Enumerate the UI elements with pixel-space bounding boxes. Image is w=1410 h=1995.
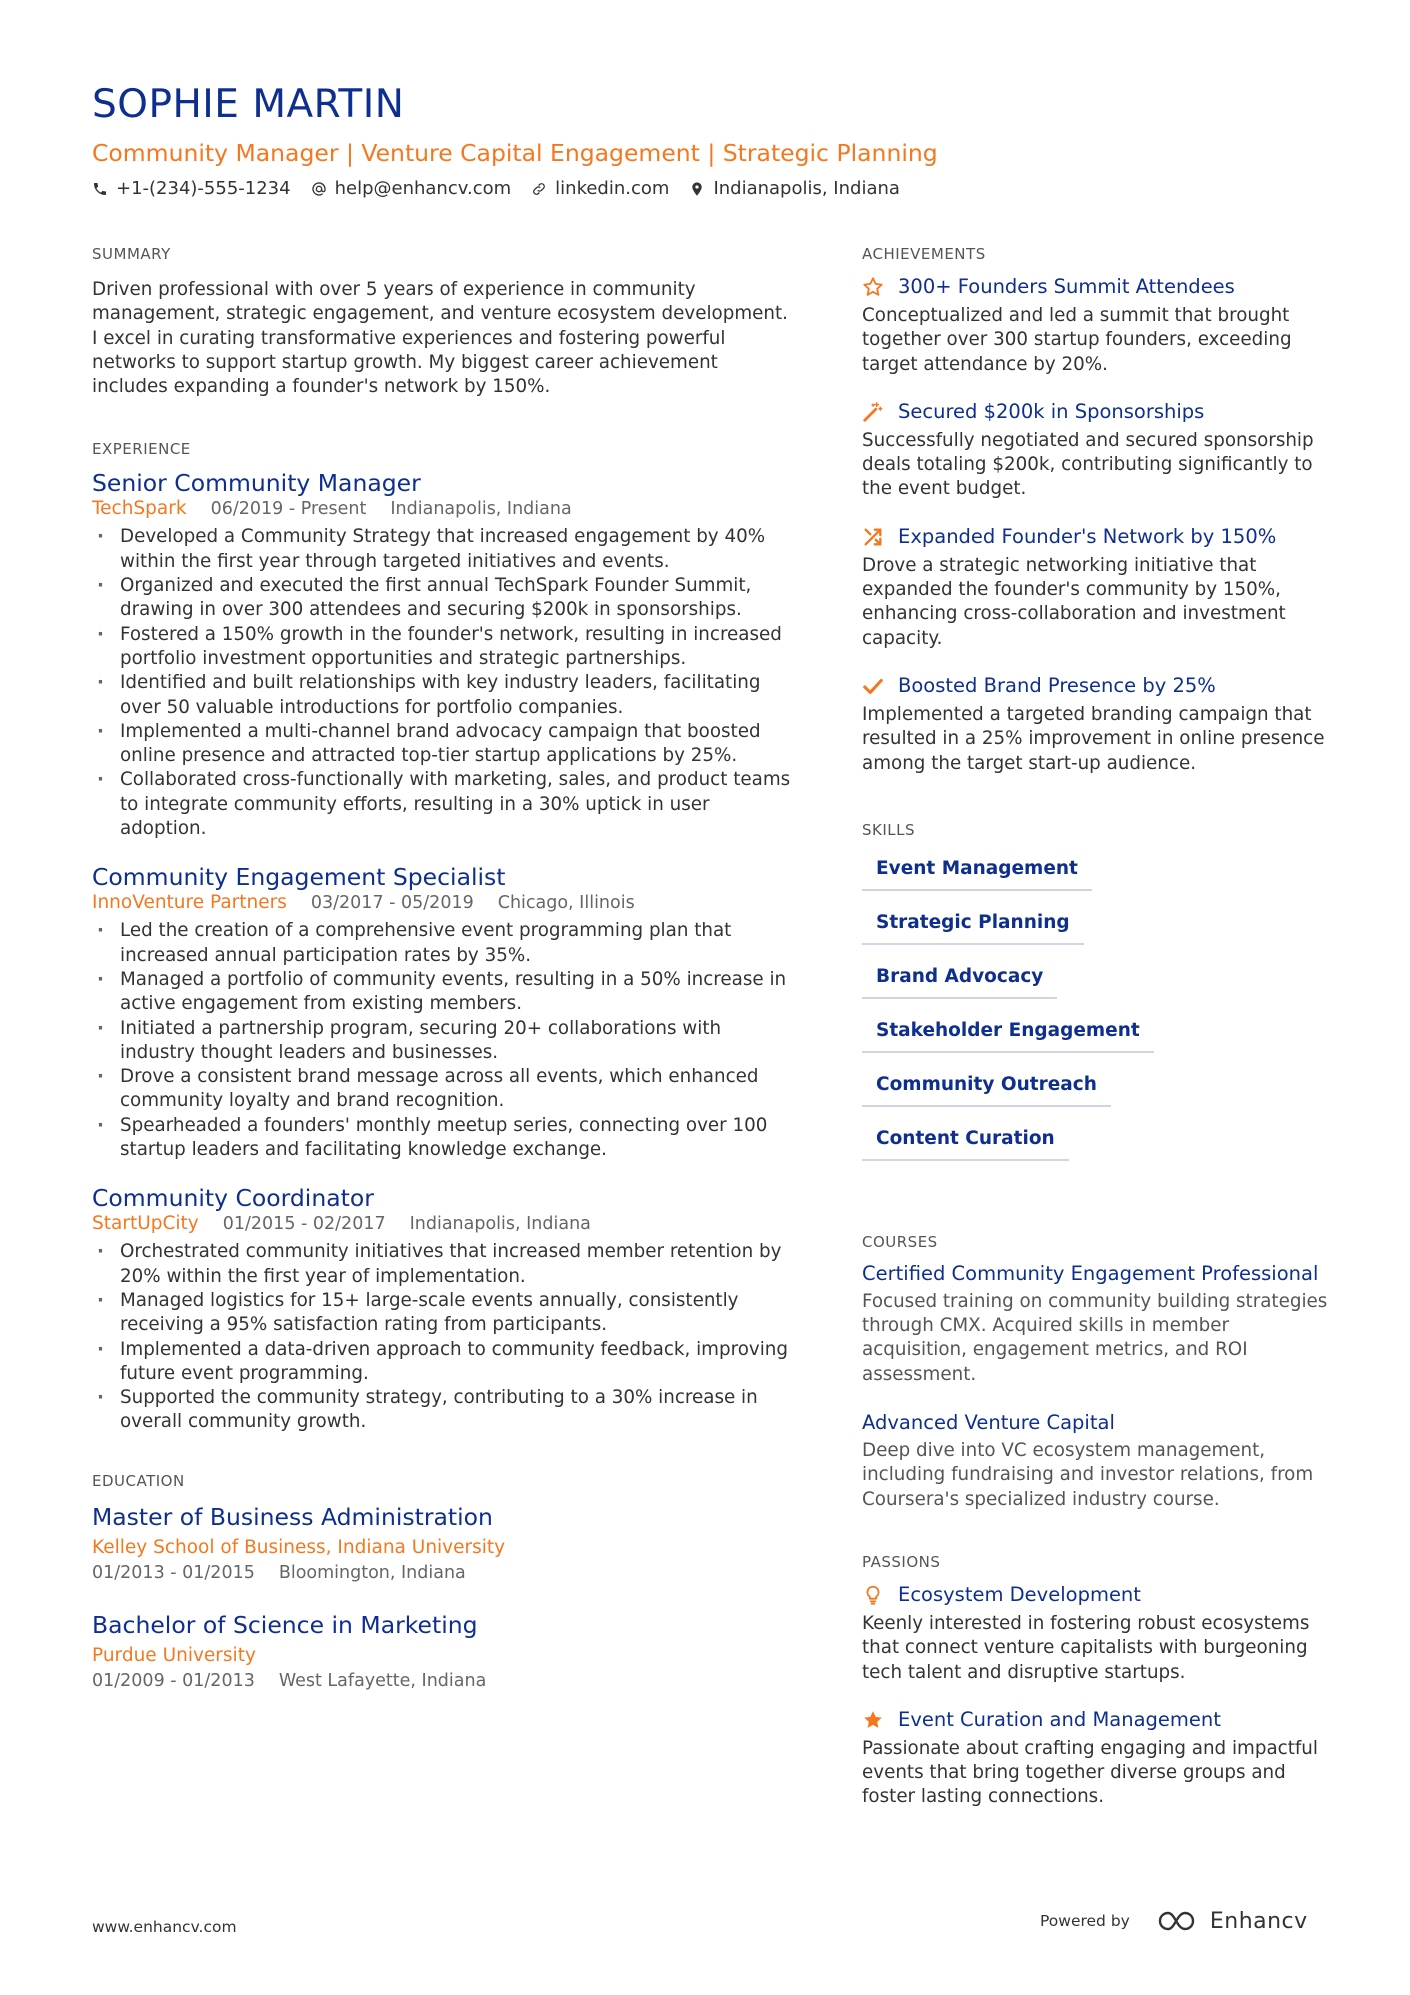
education-location: Bloomington, Indiana [278, 1562, 466, 1583]
course-desc: Focused training on community building strategies through CMX. Acquired skills in member acquisition, engagement metrics, and ROI assessment. [862, 1290, 1328, 1385]
skill-tag: Brand Advocacy [862, 958, 1057, 999]
job-company: StartUpCity [92, 1213, 199, 1235]
job-bullet: · Managed logistics for 15+ large-scale events annually, consistently receiving a 95% satisfaction rating from participants. [92, 1289, 792, 1338]
achievements-section [862, 244, 1332, 776]
passion-header [862, 1705, 1332, 1735]
network-arrows-icon [862, 526, 884, 548]
course-desc: Deep dive into VC ecosystem management, including fundraising and investor relations, from Coursera's specialized industry course. [862, 1440, 1314, 1510]
brand-logo[interactable] [1156, 1908, 1308, 1934]
passion-title: Event Curation and Management [898, 1707, 1221, 1731]
passion-header [862, 1580, 1332, 1610]
job-meta [92, 891, 792, 915]
education-dates: 01/2009 - 01/2013 [92, 1670, 255, 1691]
job-bullet: · Fostered a 150% growth in the founder's network, resulting in increased portfolio investment opportunities and strategic partnerships. [92, 623, 792, 672]
job-bullet: · Collaborated cross-functionally with marketing, sales, and product teams to integrate community efforts, resulting in a 30% uptick in user adoption. [92, 768, 792, 841]
skills-section [862, 820, 1332, 1174]
education-dates: 01/2013 - 01/2015 [92, 1562, 255, 1583]
job-bullet: · Drove a consistent brand message across all events, which enhanced community loyalty and brand recognition. [92, 1065, 792, 1114]
passion-desc: Keenly interested in fostering robust ecosystems that connect venture capitalists with burgeoning tech talent and disruptive startups. [862, 1612, 1310, 1683]
achievement-desc: Successfully negotiated and secured sponsorship deals totaling $200k, contributing significantly to the event budget. [862, 429, 1314, 500]
footer-website[interactable]: www.enhancv.com [92, 1918, 237, 1936]
job-company: InnoVenture Partners [92, 892, 287, 914]
education-meta [92, 1669, 792, 1693]
passion-desc: Passionate about crafting engaging and impactful events that bring together diverse groups and foster lasting connections. [862, 1737, 1318, 1808]
achievement-header [862, 522, 1332, 552]
education-title: EDUCATION [92, 1471, 185, 1490]
job-bullets [92, 525, 792, 841]
job-bullet: · Led the creation of a comprehensive event programming plan that increased annual participation rates by 35%. [92, 919, 792, 968]
job-company: TechSpark [92, 498, 187, 520]
job-bullet: · Spearheaded a founders' monthly meetup series, connecting over 100 startup leaders and facilitating knowledge exchange. [92, 1114, 792, 1163]
star-filled-icon [862, 1709, 884, 1731]
job-entry [92, 469, 792, 841]
passion-item [862, 1580, 1332, 1685]
achievement-desc: Conceptualized and led a summit that brought together over 300 startup founders, exceeding target attendance by 20%. [862, 305, 1292, 375]
headline: Community Manager | Venture Capital Engagement | Strategic Planning [92, 139, 938, 167]
phone-icon [92, 181, 108, 197]
skill-tag: Strategic Planning [862, 904, 1084, 945]
job-bullet: · Identified and built relationships with key industry leaders, facilitating over 50 valuable introductions for portfolio companies. [92, 671, 792, 720]
courses-title: COURSES [862, 1232, 938, 1251]
course-title: Certified Community Engagement Professional [862, 1261, 1319, 1285]
right-column [862, 244, 1332, 1850]
checkmark-icon [862, 675, 884, 697]
skills-list [862, 850, 1322, 1174]
course-title: Advanced Venture Capital [862, 1411, 1115, 1435]
education-location: West Lafayette, Indiana [278, 1670, 487, 1691]
job-dates: 03/2017 - 05/2019 [310, 893, 474, 914]
email-text: help@enhancv.com [334, 178, 512, 199]
skill-tag: Event Management [862, 850, 1092, 891]
job-entry [92, 1184, 792, 1434]
job-location: Chicago, Illinois [497, 893, 635, 914]
summary-section [92, 244, 792, 399]
job-bullet: · Orchestrated community initiatives that increased member retention by 20% within the first year of implementation. [92, 1240, 792, 1289]
job-dates: 06/2019 - Present [210, 499, 367, 520]
achievements-title: ACHIEVEMENTS [862, 245, 986, 263]
job-bullets [92, 919, 792, 1162]
contact-bar [92, 176, 1322, 202]
enhancv-logo-icon [1156, 1908, 1202, 1934]
achievement-header [862, 397, 1332, 427]
skill-tag: Stakeholder Engagement [862, 1012, 1154, 1053]
job-bullet: · Implemented a data-driven approach to community feedback, improving future event programming. [92, 1338, 792, 1387]
education-school: Kelley School of Business, Indiana University [92, 1536, 506, 1558]
achievement-header [862, 272, 1332, 302]
magic-wand-icon [862, 401, 884, 423]
footer-powered [1040, 1908, 1308, 1934]
achievement-item [862, 671, 1332, 776]
contact-linkedin[interactable] [531, 176, 669, 202]
job-bullet: · Initiated a partnership program, securing 20+ collaborations with industry thought leaders and businesses. [92, 1017, 792, 1066]
contact-phone[interactable] [92, 176, 291, 202]
education-degree: Master of Business Administration [92, 1502, 493, 1531]
experience-title: EXPERIENCE [92, 440, 191, 459]
job-meta [92, 497, 792, 521]
course-item [862, 1260, 1332, 1387]
job-title: Community Engagement Specialist [92, 863, 506, 892]
at-icon [311, 181, 327, 197]
summary-title: SUMMARY [92, 245, 171, 263]
link-icon [531, 181, 547, 197]
left-column [92, 244, 792, 1733]
education-section [92, 1471, 792, 1693]
lightbulb-icon [862, 1584, 884, 1606]
course-item [862, 1409, 1332, 1512]
job-location: Indianapolis, Indiana [390, 499, 572, 520]
achievement-title: 300+ Founders Summit Attendees [898, 275, 1235, 298]
achievement-title: Expanded Founder's Network by 150% [898, 524, 1277, 548]
skills-title: SKILLS [862, 820, 916, 839]
candidate-name: SOPHIE MARTIN [92, 82, 405, 127]
job-location: Indianapolis, Indiana [409, 1214, 591, 1235]
achievement-title: Secured $200k in Sponsorships [898, 399, 1205, 423]
powered-by-text: Powered by [1040, 1912, 1130, 1930]
job-meta [92, 1212, 792, 1236]
achievement-item [862, 272, 1332, 377]
passions-title: PASSIONS [862, 1552, 941, 1571]
job-title: Senior Community Manager [92, 469, 421, 498]
achievement-title: Boosted Brand Presence by 25% [898, 673, 1216, 697]
resume-header [92, 82, 1322, 202]
achievement-header [862, 671, 1332, 701]
contact-email[interactable] [311, 176, 512, 202]
education-entry [92, 1609, 792, 1693]
job-title: Community Coordinator [92, 1184, 374, 1213]
education-meta [92, 1561, 792, 1585]
location-text: Indianapolis, Indiana [713, 178, 900, 199]
courses-section [862, 1232, 1332, 1512]
passion-item [862, 1705, 1332, 1810]
contact-location [689, 176, 900, 202]
education-school: Purdue University [92, 1644, 256, 1666]
linkedin-text: linkedin.com [555, 178, 670, 199]
location-pin-icon [689, 181, 705, 197]
job-bullets [92, 1240, 792, 1434]
education-degree: Bachelor of Science in Marketing [92, 1610, 478, 1639]
job-entry [92, 863, 792, 1162]
brand-name: Enhancv [1209, 1908, 1308, 1934]
job-dates: 01/2015 - 02/2017 [222, 1214, 386, 1235]
skill-tag: Community Outreach [862, 1066, 1111, 1107]
achievement-desc: Implemented a targeted branding campaign that resulted in a 25% improvement in online presence among the target start-up audience. [862, 703, 1325, 774]
achievement-desc: Drove a strategic networking initiative that expanded the founder's community by 150%, enhancing cross-collaboration and investment capacity. [862, 554, 1286, 649]
summary-text: Driven professional with over 5 years of experience in community management, strategic engagement, and venture ecosystem development. I excel in curating transformative experiences and fostering powerful networks to support startup growth. My biggest career achievement includes expanding a founder's network by 150%. [92, 279, 788, 398]
phone-text: +1-(234)-555-1234 [116, 178, 291, 199]
education-entry [92, 1501, 792, 1585]
star-outline-icon [862, 276, 884, 298]
job-bullet: · Developed a Community Strategy that increased engagement by 40% within the first year through targeted initiatives and events. [92, 525, 792, 574]
experience-section [92, 439, 792, 1434]
job-bullet: · Implemented a multi-channel brand advocacy campaign that boosted online presence and attracted top-tier startup applications by 25%. [92, 720, 792, 769]
passions-section [862, 1552, 1332, 1810]
job-bullet: · Organized and executed the first annual TechSpark Founder Summit, drawing in over 300 attendees and securing $200k in sponsorships. [92, 574, 792, 623]
skill-tag: Content Curation [862, 1120, 1069, 1161]
achievement-item [862, 397, 1332, 502]
job-bullet: · Supported the community strategy, contributing to a 30% increase in overall community growth. [92, 1386, 792, 1435]
passion-title: Ecosystem Development [898, 1582, 1141, 1606]
achievement-item [862, 522, 1332, 651]
job-bullet: · Managed a portfolio of community events, resulting in a 50% increase in active engagement from existing members. [92, 968, 792, 1017]
